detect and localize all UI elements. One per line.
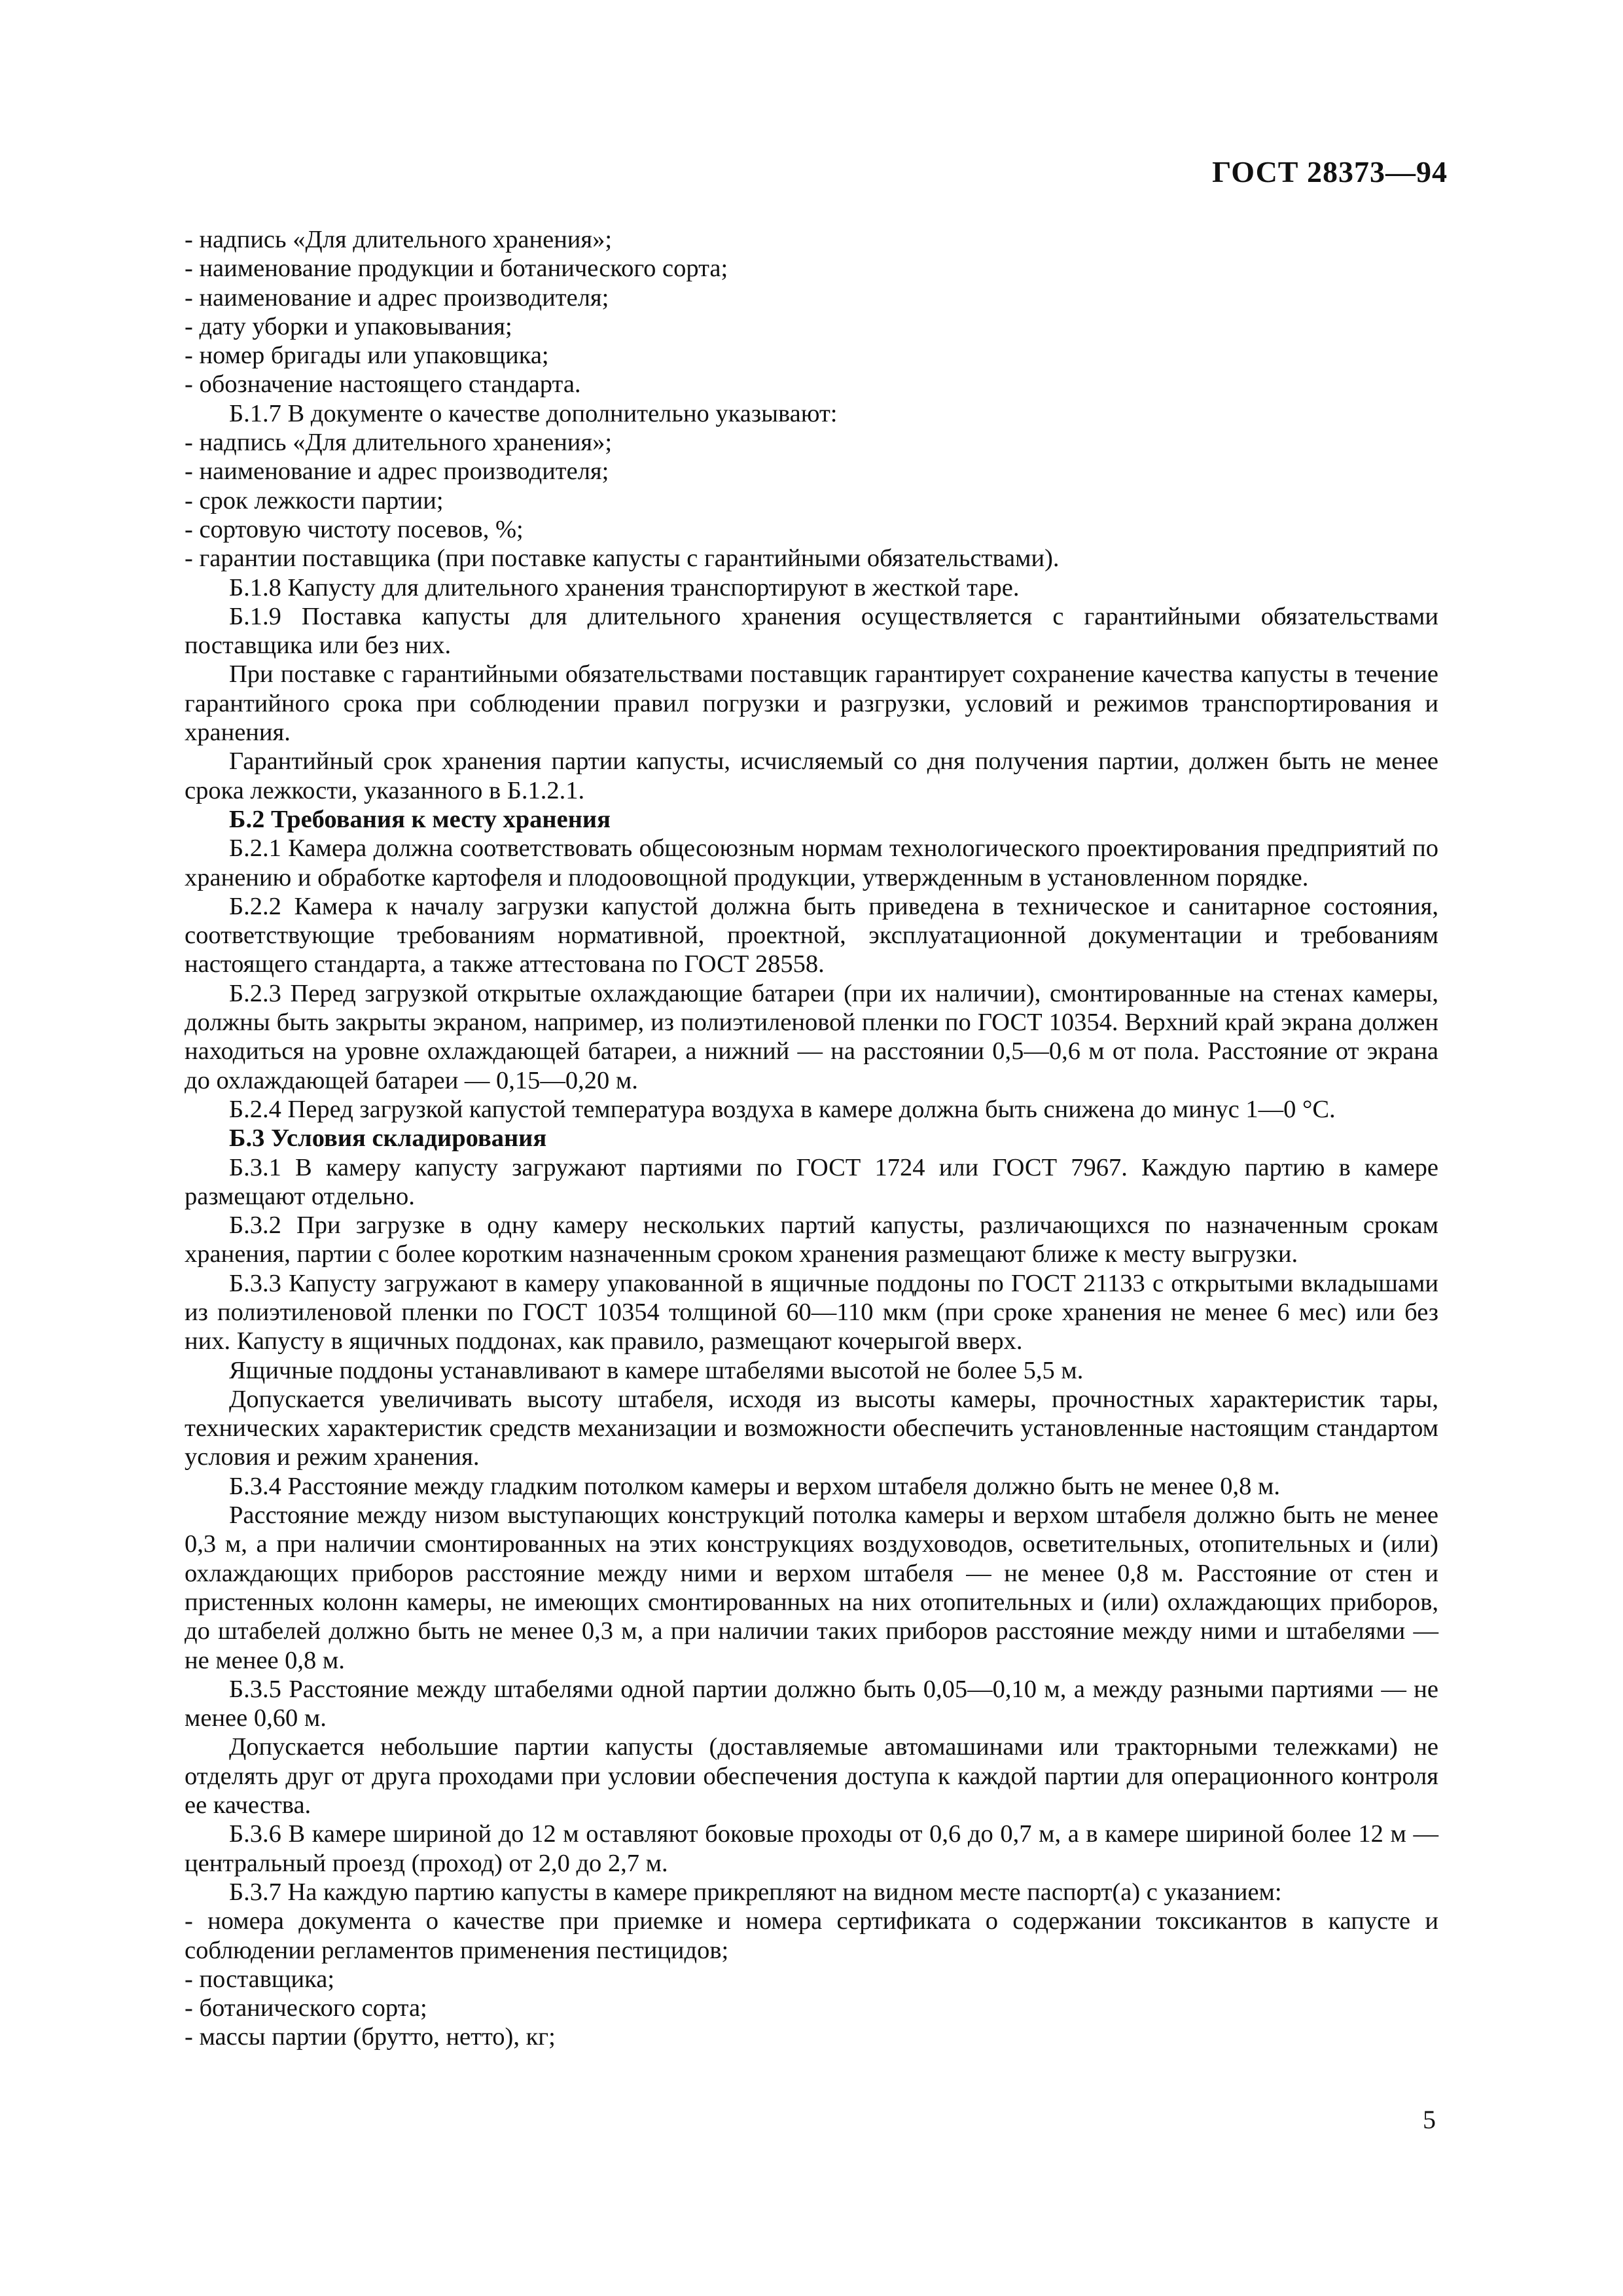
list-item: - надпись «Для длительного хранения»;: [185, 429, 613, 457]
paragraph: Б.2.3 Перед загрузкой открытые охлаждающие батареи (при их наличии), смонтированные на стенах камеры, должны быть закрыты экраном, например, из полиэтиленовой пленки по ГОСТ 10354. Верхний край экрана должен находиться на уровне охлаждающей батареи, а нижний — на расстоянии 0,5—0,6 м от пола. Расстояние от экрана до охлаждающей батареи — 0,15—0,20 м.: [185, 979, 1438, 1094]
paragraph: Б.3.1 В камеру капусту загружают партиями по ГОСТ 1724 или ГОСТ 7967. Каждую партию в камере размещают отдельно.: [185, 1153, 1438, 1210]
list-item: - наименование и адрес производителя;: [185, 283, 609, 312]
list-item: - массы партии (брутто, нетто), кг;: [185, 2023, 556, 2051]
list-item: - ботанического сорта;: [185, 1994, 427, 2022]
list-item: - сортовую чистоту посевов, %;: [185, 515, 524, 543]
paragraph: При поставке с гарантийными обязательствами поставщик гарантирует сохранение качества капусты в течение гарантийного срока при соблюдении правил погрузки и разгрузки, условий и режимов транспортирования и хранения.: [185, 660, 1438, 747]
paragraph: Б.3.3 Капусту загружают в камеру упакованной в ящичные поддоны по ГОСТ 21133 с открытыми вкладышами из полиэтиленовой пленки по ГОСТ 10354 толщиной 60—110 мкм (при сроке хранения не менее 6 мес) или без них. Капусту в ящичных поддонах, как правило, размещают кочерыгой вверх.: [185, 1269, 1438, 1355]
list-item: - надпись «Для длительного хранения»;: [185, 226, 613, 253]
paragraph: Ящичные поддоны устанавливают в камере штабелями высотой не более 5,5 м.: [229, 1356, 1084, 1384]
list-item: - обозначение настоящего стандарта.: [185, 370, 581, 399]
paragraph: Б.3.6 В камере шириной до 12 м оставляют боковые проходы от 0,6 до 0,7 м, а в камере шириной более 12 м — центральный проезд (проход) от 2,0 до 2,7 м.: [185, 1820, 1438, 1877]
section-heading: Б.2 Требования к месту хранения: [229, 805, 611, 833]
list-item: - номера документа о качестве при приемке и номера сертификата о содержании токсикантов в капусте и соблюдении регламентов применения пестицидов;: [185, 1907, 1438, 1964]
paragraph: Б.2.4 Перед загрузкой капустой температура воздуха в камере должна быть снижена до минус 1—0 °С.: [229, 1095, 1336, 1123]
list-item: - гарантии поставщика (при поставке капусты с гарантийными обязательствами).: [185, 545, 1060, 573]
list-item: - дату уборки и упаковывания;: [185, 312, 512, 340]
paragraph: Б.3.5 Расстояние между штабелями одной партии должно быть 0,05—0,10 м, а между разными партиями — не менее 0,60 м.: [185, 1675, 1438, 1732]
list-item: - срок лежкости партии;: [185, 486, 444, 514]
list-item: - номер бригады или упаковщика;: [185, 342, 549, 370]
paragraph: Б.1.7 В документе о качестве дополнительно указывают:: [229, 399, 838, 427]
paragraph: Б.3.7 На каждую партию капусты в камере прикрепляют на видном месте паспорт(а) с указанием:: [229, 1878, 1282, 1906]
paragraph: Б.3.4 Расстояние между гладким потолком камеры и верхом штабеля должно быть не менее 0,8 м.: [229, 1472, 1280, 1500]
paragraph: Гарантийный срок хранения партии капусты, исчисляемый со дня получения партии, должен быть не менее срока лежкости, указанного в Б.1.2.1.: [185, 747, 1438, 804]
paragraph: Б.2.2 Камера к началу загрузки капустой должна быть приведена в техническое и санитарное состояния, соответствующие требованиям нормативной, проектной, эксплуатационной документации и требованиям настоящего стандарта, а также аттестована по ГОСТ 28558.: [185, 892, 1438, 978]
paragraph: Допускается увеличивать высоту штабеля, исходя из высоты камеры, прочностных характеристик тары, технических характеристик средств механизации и возможности обеспечить установленные настоящим стандартом условия и режим хранения.: [185, 1385, 1438, 1471]
document-body: [185, 225, 1438, 2052]
list-item: - наименование и адрес производителя;: [185, 457, 609, 486]
section-heading: Б.3 Условия складирования: [229, 1124, 547, 1153]
paragraph: Допускается небольшие партии капусты (доставляемые автомашинами или тракторными тележками) не отделять друг от друга проходами при условии обеспечения доступа к каждой партии для операционного контроля ее качества.: [185, 1733, 1438, 1820]
paragraph: Б.2.1 Камера должна соответствовать общесоюзным нормам технологического проектирования предприятий по хранению и обработке картофеля и плодоовощной продукции, утвержденным в установленном порядке.: [185, 834, 1438, 891]
page-number: 5: [1423, 2105, 1436, 2134]
paragraph: Б.1.9 Поставка капусты для длительного хранения осуществляется с гарантийными обязательствами поставщика или без них.: [185, 602, 1438, 660]
paragraph: Б.1.8 Капусту для длительного хранения транспортируют в жесткой таре.: [229, 573, 1020, 601]
list-item: - поставщика;: [185, 1965, 335, 1993]
standard-code-header: ГОСТ 28373—94: [1212, 155, 1448, 188]
paragraph: Б.3.2 При загрузке в одну камеру нескольких партий капусты, различающихся по назначенным срокам хранения, партии с более коротким назначенным сроком хранения размещают ближе к месту выгрузки.: [185, 1211, 1438, 1268]
paragraph: Расстояние между низом выступающих конструкций потолка камеры и верхом штабеля должно быть не менее 0,3 м, а при наличии смонтированных на этих конструкциях воздуховодов, осветительных, отопительных и (или) охлаждающих приборов расстояние между ними и верхом штабеля — не менее 0,8 м. Расстояние от стен и пристенных колонн камеры, не имеющих смонтированных на них отопительных и (или) охлаждающих приборов, до штабелей должно быть не менее 0,3 м, а при наличии таких приборов расстояние между ними и штабелями — не менее 0,8 м.: [185, 1501, 1438, 1674]
list-item: - наименование продукции и ботанического сорта;: [185, 255, 728, 283]
